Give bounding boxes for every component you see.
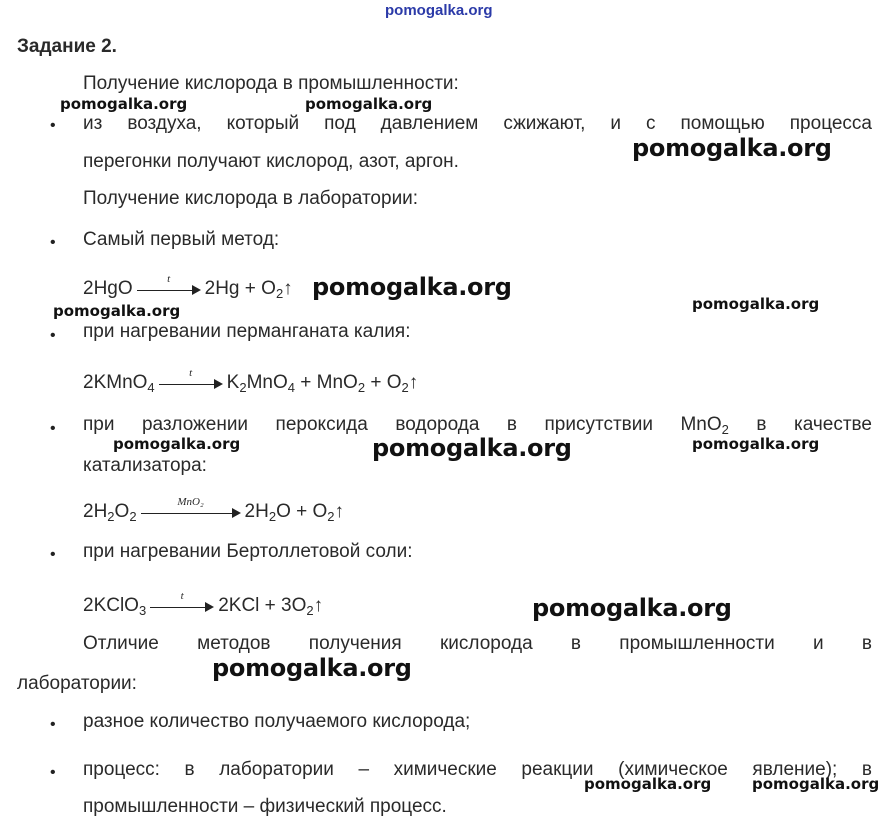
watermark: pomogalka.org xyxy=(632,134,832,162)
watermark: pomogalka.org xyxy=(113,435,241,453)
method-h2o2-line2: катализатора: xyxy=(83,455,207,476)
bullet-icon: • xyxy=(50,546,56,563)
difference-item-2-line1: процесс: в лаборатории – химические реакции (химическое явление); в xyxy=(83,759,872,780)
eq-condition: t xyxy=(167,272,171,285)
watermark: pomogalka.org xyxy=(692,435,820,453)
bullet-icon: • xyxy=(50,420,56,437)
watermark: pomogalka.org xyxy=(60,95,188,113)
equation-h2o2 xyxy=(83,495,345,524)
difference-line2: лаборатории: xyxy=(17,673,137,694)
difference-line1: Отличие методов получения кислорода в промышленности и в xyxy=(83,633,872,654)
difference-item-2-line2: промышленности – физический процесс. xyxy=(83,796,447,817)
method-first: Самый первый метод: xyxy=(83,229,280,250)
method-kclo3: при нагревании Бертоллетовой соли: xyxy=(83,541,413,562)
equation-hgo xyxy=(83,272,293,301)
eq-condition: t xyxy=(189,366,193,379)
lab-heading: Получение кислорода в лаборатории: xyxy=(83,188,419,209)
industry-item-line2: перегонки получают кислород, азот, аргон. xyxy=(83,151,459,172)
watermark: pomogalka.org xyxy=(584,775,712,793)
eq-right: $K_2MnO_4 + MnO_2$ + $O_2↑$ xyxy=(226,372,419,395)
arrow-icon xyxy=(141,495,241,522)
difference-item-1: разное количество получаемого кислорода; xyxy=(83,711,471,732)
arrow-icon xyxy=(150,589,214,616)
watermark: pomogalka.org xyxy=(752,775,880,793)
arrow-icon xyxy=(159,366,223,393)
watermark: pomogalka.org xyxy=(692,295,820,313)
bullet-icon: • xyxy=(50,764,56,781)
watermark: pomogalka.org xyxy=(212,654,412,682)
industry-item-line1: из воздуха, который под давлением сжижают, и с помощью процесса xyxy=(83,113,872,134)
eq-condition: t xyxy=(180,589,184,602)
eq-right: $2KCl + 3O_2↑$ xyxy=(218,595,324,618)
eq-left: 2KMnO$_4$ xyxy=(83,372,155,395)
watermark: pomogalka.org xyxy=(53,302,181,320)
eq-left: 2HgO xyxy=(83,278,133,299)
watermark: pomogalka.org xyxy=(312,273,512,301)
equation-kmno4 xyxy=(83,366,419,395)
equation-kclo3 xyxy=(83,589,324,618)
watermark: pomogalka.org xyxy=(532,594,732,622)
task-title: Задание 2. xyxy=(17,36,117,57)
eq-left: $2H_2O_2$ xyxy=(83,501,137,524)
eq-condition: MnO₂ xyxy=(177,495,204,508)
industry-heading: Получение кислорода в промышленности: xyxy=(83,73,459,94)
bullet-icon: • xyxy=(50,327,56,344)
bullet-icon: • xyxy=(50,234,56,251)
method-kmno4: при нагревании перманганата калия: xyxy=(83,321,411,342)
bullet-icon: • xyxy=(50,117,56,134)
watermark: pomogalka.org xyxy=(372,434,572,462)
eq-right: $2Hg + O_2↑$ xyxy=(204,278,293,301)
top-watermark: pomogalka.org xyxy=(385,2,493,19)
method-h2o2-line1: при разложении пероксида водорода в присутствии MnO$_2$ в качестве xyxy=(83,414,872,437)
eq-left: 2KClO$_3$ xyxy=(83,595,147,618)
arrow-icon xyxy=(137,272,201,299)
bullet-icon: • xyxy=(50,716,56,733)
watermark: pomogalka.org xyxy=(305,95,433,113)
eq-right: $2H_2O$ + $O_2↑$ xyxy=(244,501,345,524)
